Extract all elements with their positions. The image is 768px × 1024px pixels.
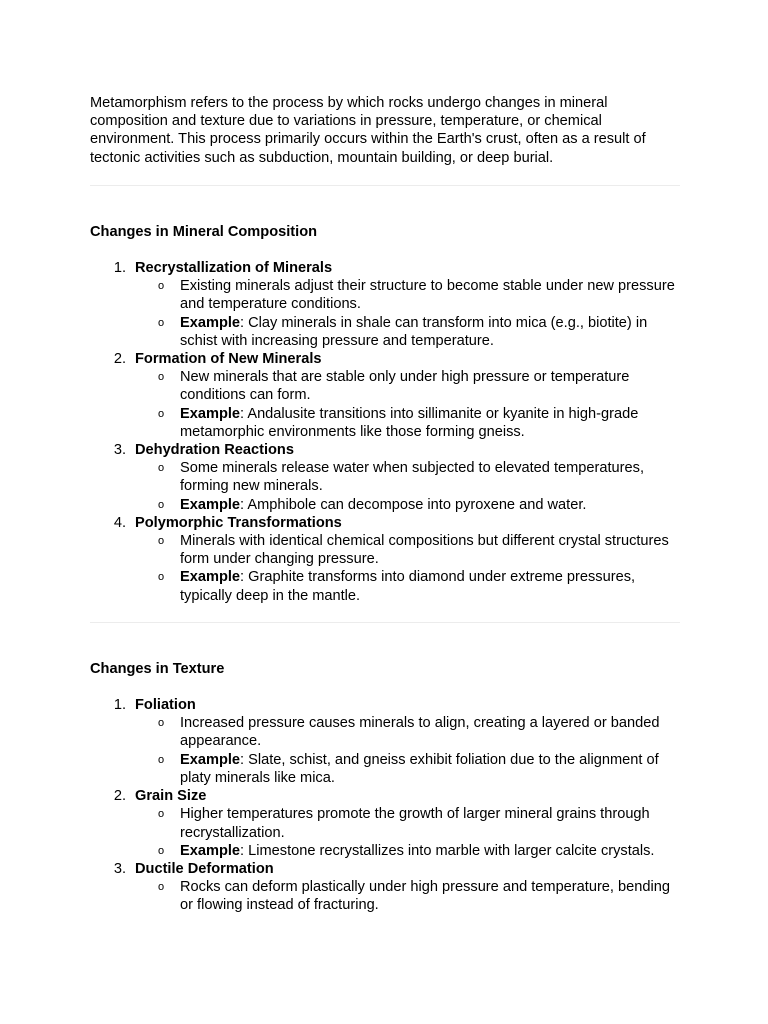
sub-list — [135, 714, 680, 787]
intro-paragraph: Metamorphism refers to the process by which rocks undergo changes in mineral composition and texture due to variations in pressure, temperature, or chemical environment. This process primarily occurs within the Earth's crust, often as a result of tectonic activities such as subduction, mountain building, or deep burial. — [90, 95, 646, 166]
circle-bullet-icon: o — [158, 316, 165, 329]
example-label: Example — [180, 405, 241, 422]
list-item — [90, 259, 680, 350]
sub-item-text: Higher temperatures promote the growth of larger mineral grains through recrystallization. — [180, 806, 650, 841]
list-item — [90, 787, 680, 860]
circle-bullet-icon: o — [158, 535, 165, 548]
list-item — [90, 514, 680, 605]
list-number: 3. — [113, 442, 126, 459]
numbered-list — [90, 696, 680, 914]
sub-item-text: : Limestone recrystallizes into marble with larger calcite crystals. — [240, 842, 655, 859]
sub-list-item — [135, 568, 680, 604]
sub-item-text: Minerals with identical chemical compositions but different crystal structures form under changing pressure. — [180, 533, 669, 568]
example-label: Example — [180, 842, 241, 859]
section-divider — [90, 185, 680, 186]
sub-item-text: : Amphibole can decompose into pyroxene and water. — [240, 496, 587, 513]
section-divider — [90, 622, 680, 623]
circle-bullet-icon: o — [158, 753, 165, 766]
circle-bullet-icon: o — [158, 571, 165, 584]
sub-list-item — [135, 496, 680, 514]
sub-list — [135, 459, 680, 514]
sub-item-text: Some minerals release water when subjected to elevated temperatures, forming new minerals. — [180, 460, 644, 495]
sub-item-text: Rocks can deform plastically under high pressure and temperature, bending or flowing instead of fracturing. — [180, 879, 670, 914]
item-title: Recrystallization of Minerals — [135, 260, 333, 277]
example-label: Example — [180, 314, 241, 331]
sub-item-text: : Slate, schist, and gneiss exhibit foliation due to the alignment of platy minerals like mica. — [180, 751, 659, 786]
numbered-list — [90, 259, 680, 605]
item-title: Dehydration Reactions — [135, 442, 294, 459]
list-item — [90, 696, 680, 787]
sub-item-text: Increased pressure causes minerals to align, creating a layered or banded appearance. — [180, 715, 660, 750]
sub-list-item — [135, 459, 680, 495]
list-number: 4. — [113, 514, 126, 531]
sub-list — [135, 805, 680, 860]
sub-list-item — [135, 878, 680, 914]
list-number: 3. — [113, 860, 126, 877]
sub-item-text: : Clay minerals in shale can transform into mica (e.g., biotite) in schist with increasing pressure and temperature. — [180, 314, 648, 349]
example-label: Example — [180, 569, 241, 586]
circle-bullet-icon: o — [158, 280, 165, 293]
sub-list — [135, 532, 680, 605]
example-label: Example — [180, 751, 241, 768]
sub-list — [135, 277, 680, 350]
item-title: Formation of New Minerals — [135, 351, 322, 368]
sub-list-item — [135, 368, 680, 404]
sub-list-item — [135, 751, 680, 787]
item-title: Polymorphic Transformations — [135, 514, 342, 531]
circle-bullet-icon: o — [158, 498, 165, 511]
sub-item-text: : Graphite transforms into diamond under extreme pressures, typically deep in the mantle. — [180, 569, 636, 604]
example-label: Example — [180, 496, 241, 513]
sections-container — [90, 223, 680, 915]
list-number: 1. — [113, 697, 126, 714]
circle-bullet-icon: o — [158, 808, 165, 821]
sub-list — [135, 368, 680, 441]
sub-item-text: Existing minerals adjust their structure to become stable under new pressure and temperature conditions. — [180, 278, 675, 313]
sub-item-text: : Andalusite transitions into sillimanite or kyanite in high-grade metamorphic environments like those forming gneiss. — [180, 405, 639, 440]
list-item — [90, 441, 680, 514]
item-title: Ductile Deformation — [135, 860, 274, 877]
sub-list-item — [135, 277, 680, 313]
list-number: 2. — [113, 788, 126, 805]
sub-item-text: New minerals that are stable only under high pressure or temperature conditions can form. — [180, 369, 630, 404]
circle-bullet-icon: o — [158, 717, 165, 730]
circle-bullet-icon: o — [158, 371, 165, 384]
item-title: Foliation — [135, 697, 196, 714]
sub-list — [135, 878, 680, 914]
list-item — [90, 350, 680, 441]
item-title: Grain Size — [135, 788, 207, 805]
sub-list-item — [135, 805, 680, 841]
sub-list-item — [135, 842, 680, 860]
section-heading: Changes in Texture — [90, 660, 225, 677]
circle-bullet-icon: o — [158, 844, 165, 857]
circle-bullet-icon: o — [158, 881, 165, 894]
list-item — [90, 860, 680, 915]
circle-bullet-icon: o — [158, 462, 165, 475]
sub-list-item — [135, 714, 680, 750]
list-number: 2. — [113, 351, 126, 368]
section-heading: Changes in Mineral Composition — [90, 223, 318, 240]
sub-list-item — [135, 314, 680, 350]
circle-bullet-icon: o — [158, 407, 165, 420]
list-number: 1. — [113, 260, 126, 277]
document-content — [90, 94, 680, 915]
sub-list-item — [135, 405, 680, 441]
sub-list-item — [135, 532, 680, 568]
